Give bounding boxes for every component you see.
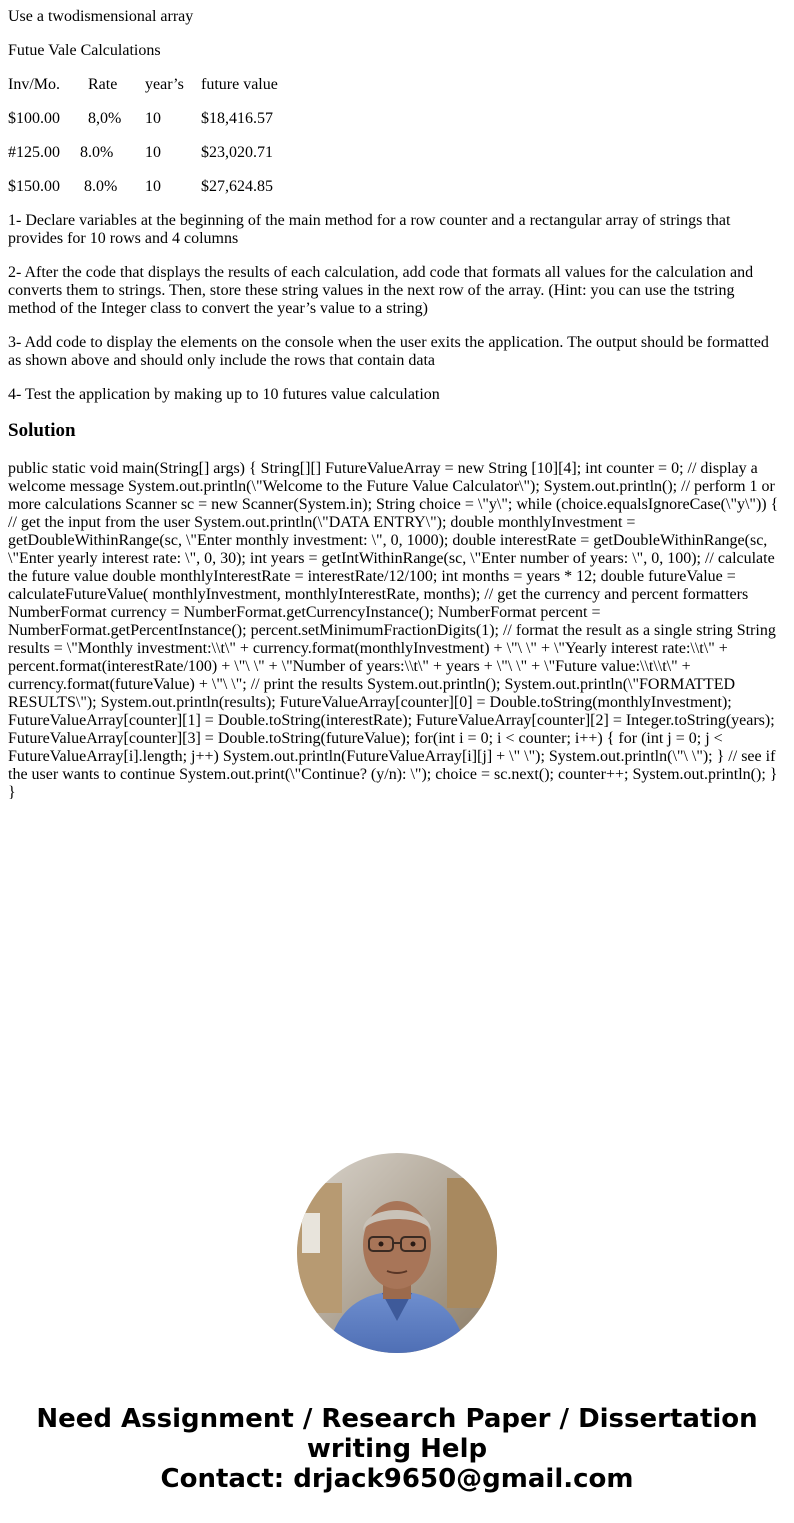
- table-row: [8, 110, 784, 128]
- table-cell: 10: [145, 110, 161, 127]
- table-cell: $18,416.57: [201, 110, 273, 127]
- step-1: 1- Declare variables at the beginning of the main method for a row counter and a rectangular array of strings that provides for 10 rows and 4 columns: [8, 212, 731, 247]
- table-row: [8, 144, 784, 162]
- table-cell: 10: [145, 178, 161, 195]
- table-cell: $100.00: [8, 110, 60, 127]
- header-cell: Rate: [88, 76, 118, 93]
- header-cell: Inv/Mo.: [8, 76, 60, 93]
- author-avatar: [297, 1153, 497, 1353]
- solution-code: public static void main(String[] args) { String[][] FutureValueArray = new String [10][4]; int counter = 0; // display a welcome message System.out.println(\"Welcome to the Future Value Calculator\"); System.out.println(); // perform 1 or more calculations Scanner sc = new Scanner(System.in); String choice = \"y\"; while (choice.equalsIgnoreCase(\"y\")) { // get the input from the user System.out.println(\"DATA ENTRY\"); double monthlyInvestment = getDoubleWithinRange(sc, \"Enter monthly investment: \", 0, 1000); double interestRate = getDoubleWithinRange(sc, \"Enter yearly interest rate: \", 0, 30); int years = getIntWithinRange(sc, \"Enter number of years: \", 0, 100); // calculate the future value double monthlyInterestRate = interestRate/12/100; int months = years * 12; double futureValue = calculateFutureValue( monthlyInvestment, monthlyInterestRate, months); // get the currency and percent formatters NumberFormat currency = NumberFormat.getCurrencyInstance(); NumberFormat percent = NumberFormat.getPercentInstance(); percent.setMinimumFractionDigits(1); // format the result as a single string String results = \"Monthly investment:\\t\" + currency.format(monthlyInvestment) + \"\ \" + \"Yearly interest rate:\\t\" + percent.format(interestRate/100) + \"\ \" + \"Number of years:\\t\" + years + \"\ \" + \"Future value:\\t\\t\" + currency.format(futureValue) + \"\ \"; // print the results System.out.println(); System.out.println(\"FORMATTED RESULTS\"); System.out.println(results); FutureValueArray[counter][0] = Double.toString(monthlyInvestment); FutureValueArray[counter][1] = Double.toString(interestRate); FutureValueArray[counter][2] = Integer.toString(years); FutureValueArray[counter][3] = Double.toString(futureValue); for(int i = 0; i < counter; i++) { for (int j = 0; j < FutureValueArray[i].length; j++) System.out.println(FutureValueArray[i][j] + \" \"); System.out.println(\"\ \"); } // see if the user wants to continue System.out.print(\"Continue? (y/n): \"); choice = sc.next(); counter++; System.out.println(); } }: [8, 460, 779, 801]
- table-cell: 8.0%: [80, 144, 114, 161]
- future-value-table: [8, 76, 784, 196]
- table-cell: $150.00: [8, 178, 60, 195]
- author-photo: [297, 1153, 497, 1353]
- solution-heading: Solution: [8, 420, 76, 441]
- header-cell: year’s: [145, 76, 184, 93]
- header-cell: future value: [201, 76, 278, 93]
- step-2: 2- After the code that displays the results of each calculation, add code that formats all values for the calculation and converts them to strings. Then, store these string values in the next row of the array. (Hint: you can use the tstring method of the Integer class to convert the year’s value to a string): [8, 264, 754, 317]
- table-header-row: [8, 76, 784, 94]
- table-cell: 8,0%: [88, 110, 122, 127]
- footer-line-1: Need Assignment / Research Paper / Dissertation: [36, 1404, 758, 1434]
- footer-advertisement: [0, 1404, 794, 1494]
- footer-contact: Contact: drjack9650@gmail.com: [160, 1464, 634, 1494]
- table-cell: 8.0%: [84, 178, 118, 195]
- table-cell: $27,624.85: [201, 178, 273, 195]
- intro-text: Use a twodismensional array: [8, 8, 194, 25]
- table-title: Futue Vale Calculations: [8, 42, 161, 59]
- step-3: 3- Add code to display the elements on the console when the user exits the application. The output should be formatted as shown above and should only include the rows that contain data: [8, 334, 769, 369]
- table-cell: $23,020.71: [201, 144, 273, 161]
- table-cell: 10: [145, 144, 161, 161]
- table-row: [8, 178, 784, 196]
- table-cell: #125.00: [8, 144, 60, 161]
- document-content: [8, 0, 784, 802]
- footer-line-2: writing Help: [306, 1434, 488, 1464]
- step-4: 4- Test the application by making up to 10 futures value calculation: [8, 386, 440, 403]
